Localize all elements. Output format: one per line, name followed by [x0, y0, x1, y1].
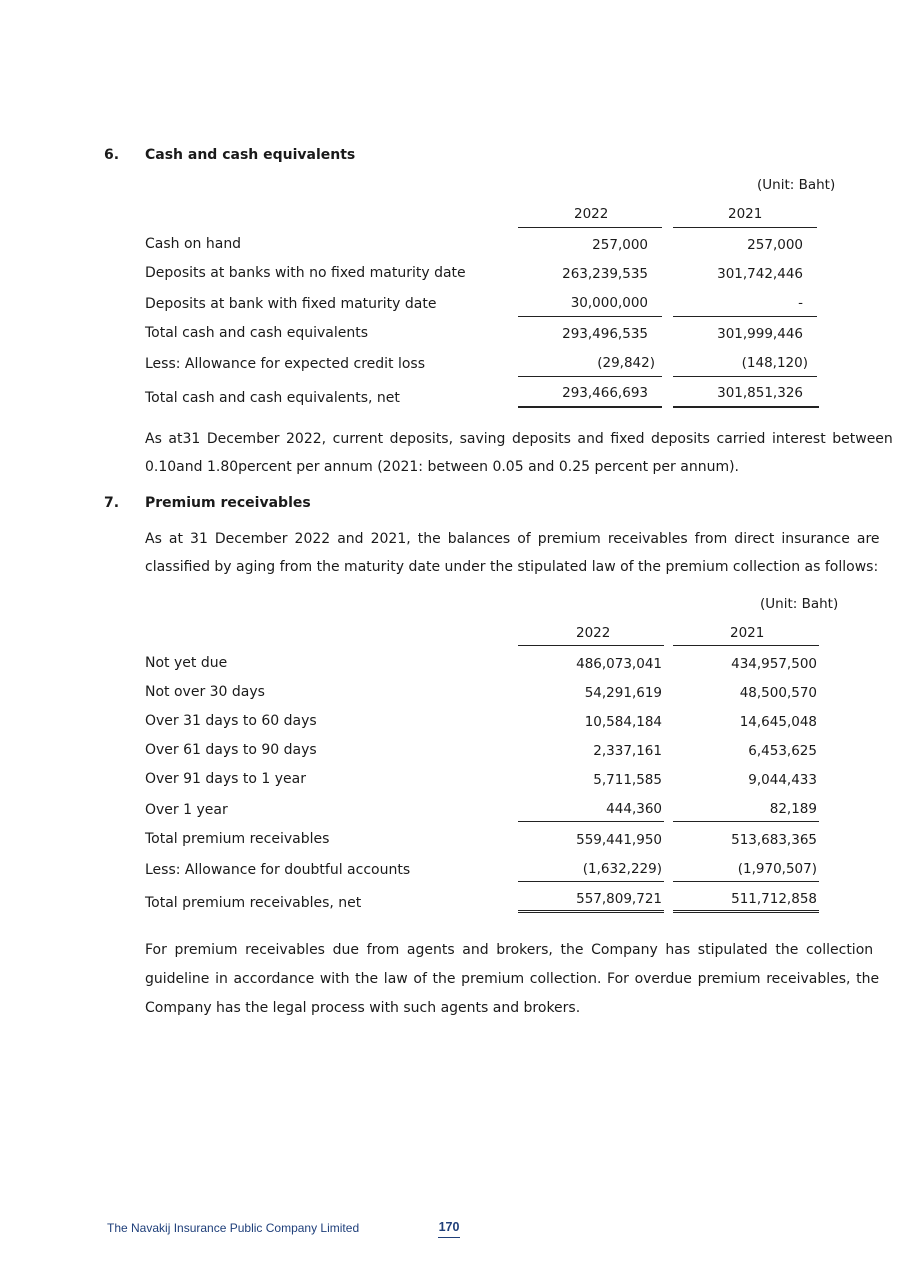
s7-net-rule-2021	[673, 881, 819, 882]
cell-2021: 257,000	[747, 237, 803, 253]
s7-col-2022-underline	[518, 645, 664, 646]
row-label: Over 61 days to 90 days	[145, 742, 317, 758]
cell-2022: 54,291,619	[584, 685, 662, 701]
row-label: Over 91 days to 1 year	[145, 771, 306, 787]
row-label: Not yet due	[145, 655, 228, 671]
section-7-intro-line-2: classified by aging from the maturity date under the stipulated law of the premium collection as follows:	[145, 559, 879, 575]
row-label: Less: Allowance for doubtful accounts	[145, 862, 411, 878]
section-6-title: Cash and cash equivalents	[145, 147, 356, 163]
section-6-unit: (Unit: Baht)	[757, 177, 836, 193]
cell-2021: 9,044,433	[748, 772, 817, 788]
row-label: Cash on hand	[145, 236, 242, 252]
s7-subtotal-rule-2022	[518, 821, 664, 822]
section-7-closing-line-2: guideline in accordance with the law of the premium collection. For overdue premium receivables, the	[145, 971, 880, 987]
cell-2021: 511,712,858	[731, 891, 817, 907]
cell-2022: 263,239,535	[562, 266, 648, 282]
cell-2022: 557,809,721	[576, 891, 662, 907]
cell-2022: (1,632,229)	[582, 861, 662, 877]
footer-page-number: 170	[438, 1220, 460, 1234]
row-label: Deposits at bank with fixed maturity date	[145, 296, 437, 312]
cell-2022: 257,000	[592, 237, 648, 253]
section-7-number: 7.	[104, 495, 120, 511]
cell-2022: 444,360	[606, 801, 662, 817]
cell-2022: 10,584,184	[584, 714, 662, 730]
s6-net-rule-2022	[518, 376, 662, 377]
cell-2022: 293,466,693	[562, 385, 648, 401]
s7-net-rule-2022	[518, 881, 664, 882]
cell-2021: 513,683,365	[731, 832, 817, 848]
cell-2021: -	[798, 295, 803, 311]
section-7-intro-line-1: As at 31 December 2022 and 2021, the balances of premium receivables from direct insurance are	[145, 531, 880, 547]
cell-2021: 48,500,570	[739, 685, 817, 701]
s7-total-rule-2022	[518, 910, 664, 913]
row-label: Total cash and cash equivalents, net	[145, 390, 400, 406]
cell-2022: 293,496,535	[562, 326, 648, 342]
s7-col-2022: 2022	[576, 625, 611, 641]
s7-col-2021: 2021	[730, 625, 765, 641]
cell-2021: (1,970,507)	[737, 861, 817, 877]
row-label: Over 31 days to 60 days	[145, 713, 317, 729]
s6-subtotal-rule-2021	[673, 316, 817, 317]
cell-2022: 486,073,041	[576, 656, 662, 672]
s6-col-2021: 2021	[728, 206, 763, 222]
s6-subtotal-rule-2022	[518, 316, 662, 317]
row-label: Less: Allowance for expected credit loss	[145, 356, 426, 372]
row-label: Not over 30 days	[145, 684, 265, 700]
s7-subtotal-rule-2021	[673, 821, 819, 822]
cell-2022: 2,337,161	[593, 743, 662, 759]
s7-total-rule-2021	[673, 910, 819, 913]
section-6-note-line-1: As at31 December 2022, current deposits, saving deposits and fixed deposits carried interest between	[145, 431, 893, 447]
footer-page-underline	[438, 1237, 460, 1238]
s6-total-rule-2021	[673, 406, 819, 408]
cell-2022: (29,842)	[597, 355, 655, 371]
cell-2022: 30,000,000	[570, 295, 648, 311]
s6-total-rule-2022	[518, 406, 662, 408]
cell-2021: 301,742,446	[717, 266, 803, 282]
section-6-number: 6.	[104, 147, 120, 163]
s6-col-2022: 2022	[574, 206, 609, 222]
cell-2021: 301,851,326	[717, 385, 803, 401]
s7-col-2021-underline	[673, 645, 819, 646]
row-label: Over 1 year	[145, 802, 228, 818]
cell-2021: 6,453,625	[748, 743, 817, 759]
row-label: Total cash and cash equivalents	[145, 325, 369, 341]
section-7-closing-line-3: Company has the legal process with such agents and brokers.	[145, 1000, 581, 1016]
section-7-closing-line-1: For premium receivables due from agents and brokers, the Company has stipulated the collection	[145, 942, 874, 958]
cell-2021: 301,999,446	[717, 326, 803, 342]
cell-2021: 82,189	[769, 801, 817, 817]
section-7-title: Premium receivables	[145, 495, 311, 511]
section-7-unit: (Unit: Baht)	[760, 596, 839, 612]
cell-2022: 5,711,585	[593, 772, 662, 788]
s6-net-rule-2021	[673, 376, 817, 377]
footer-company-name: The Navakij Insurance Public Company Limited	[107, 1221, 360, 1235]
cell-2022: 559,441,950	[576, 832, 662, 848]
s6-col-2021-underline	[673, 227, 817, 228]
row-label: Total premium receivables	[145, 831, 330, 847]
section-6-note-line-2: 0.10and 1.80percent per annum (2021: between 0.05 and 0.25 percent per annum).	[145, 459, 740, 475]
row-label: Total premium receivables, net	[145, 895, 362, 911]
cell-2021: 434,957,500	[731, 656, 817, 672]
cell-2021: 14,645,048	[739, 714, 817, 730]
row-label: Deposits at banks with no fixed maturity date	[145, 265, 466, 281]
s6-col-2022-underline	[518, 227, 662, 228]
cell-2021: (148,120)	[741, 355, 808, 371]
